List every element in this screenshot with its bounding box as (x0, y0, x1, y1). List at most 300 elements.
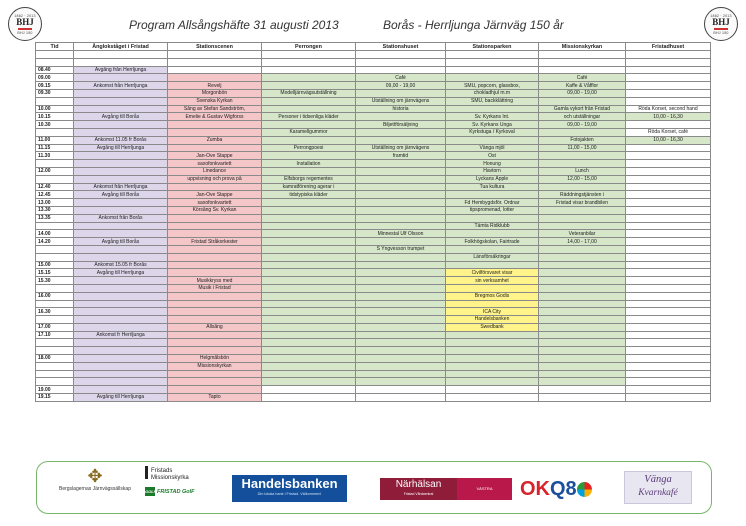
schedule-cell (356, 253, 446, 261)
schedule-cell: Allsång (168, 323, 262, 331)
column-header: Missionskyrkan (539, 43, 626, 51)
schedule-cell (74, 277, 168, 285)
schedule-cell (539, 378, 626, 386)
schedule-cell (539, 323, 626, 331)
schedule-cell: Röda Korset, café (626, 128, 711, 136)
schedule-cell (539, 308, 626, 316)
schedule-row (36, 331, 711, 339)
schedule-cell (539, 152, 626, 160)
schedule-cell: Helgmålsbön (168, 355, 262, 363)
time-cell: 16.00 (36, 292, 74, 300)
schedule-cell (262, 331, 356, 339)
winged-wheel-icon: ✥ (87, 466, 103, 486)
bergslagernas-logo (59, 466, 131, 492)
schedule-cell (539, 58, 626, 66)
schedule-cell (356, 160, 446, 168)
schedule-cell (539, 128, 626, 136)
schedule-cell: 12,00 - 15,00 (539, 175, 626, 183)
schedule-row (36, 355, 711, 363)
program-title: Program Allsångshäfte 31 augusti 2013 (129, 18, 339, 32)
schedule-cell (626, 66, 711, 74)
schedule-cell (262, 66, 356, 74)
schedule-cell (356, 214, 446, 222)
schedule-row (36, 58, 711, 66)
schedule-cell: 10,00 - 16,30 (626, 136, 711, 144)
schedule-cell (626, 199, 711, 207)
schedule-cell (626, 355, 711, 363)
schedule-cell (539, 261, 626, 269)
schedule-cell (626, 89, 711, 97)
schedule-cell (262, 58, 356, 66)
schedule-cell (539, 355, 626, 363)
schedule-cell: Modelljärnvägsutställning (262, 89, 356, 97)
schedule-cell: Jan-Ove Stappe (168, 191, 262, 199)
schedule-cell (356, 378, 446, 386)
schedule-cell (74, 339, 168, 347)
schedule-cell (626, 323, 711, 331)
schedule-cell (356, 362, 446, 370)
column-header: Stationsparken (446, 43, 539, 51)
schedule-cell (262, 199, 356, 207)
schedule-cell: Tua kultura (446, 183, 539, 191)
schedule-cell: Länsförsäkringar (446, 253, 539, 261)
schedule-row (36, 284, 711, 292)
schedule-cell (446, 300, 539, 308)
schedule-cell (74, 386, 168, 394)
schedule-cell (74, 323, 168, 331)
schedule-cell: uppvisning och prova på (168, 175, 262, 183)
time-cell: 14.00 (36, 230, 74, 238)
schedule-cell: Ost (446, 152, 539, 160)
schedule-cell: Fristad visar brandbilen (539, 199, 626, 207)
time-cell: 11.00 (36, 136, 74, 144)
schedule-cell: ICA City (446, 308, 539, 316)
schedule-cell: sin verksamhet (446, 277, 539, 285)
schedule-cell (74, 308, 168, 316)
time-cell: 19.00 (36, 386, 74, 394)
schedule-cell (539, 51, 626, 59)
schedule-cell: Morgonbön (168, 89, 262, 97)
schedule-cell: Personer i tidsenliga kläder (262, 113, 356, 121)
schedule-row (36, 308, 711, 316)
schedule-cell: tidstypiska kläder (262, 191, 356, 199)
schedule-cell (168, 378, 262, 386)
schedule-row (36, 269, 711, 277)
bhj-logo-right (704, 7, 738, 41)
schedule-cell (356, 370, 446, 378)
schedule-cell (356, 277, 446, 285)
schedule-cell (446, 378, 539, 386)
schedule-cell: 10,00 - 16,30 (626, 113, 711, 121)
schedule-cell: Avgång till Borås (74, 191, 168, 199)
schedule-cell (626, 245, 711, 253)
okq8-logo (520, 474, 608, 504)
schedule-cell (262, 323, 356, 331)
schedule-row (36, 222, 711, 230)
schedule-row (36, 386, 711, 394)
schedule-cell (626, 394, 711, 402)
time-cell: 12.00 (36, 167, 74, 175)
schedule-cell (539, 347, 626, 355)
schedule-cell (168, 339, 262, 347)
schedule-cell (74, 121, 168, 129)
schedule-cell (262, 378, 356, 386)
schedule-cell (626, 292, 711, 300)
schedule-cell (626, 284, 711, 292)
schedule-cell (539, 160, 626, 168)
schedule-cell (356, 113, 446, 121)
schedule-cell (262, 222, 356, 230)
schedule-cell: Café (539, 74, 626, 82)
schedule-cell (356, 284, 446, 292)
schedule-cell (446, 261, 539, 269)
schedule-cell (539, 331, 626, 339)
schedule-cell (74, 97, 168, 105)
handelsbanken-tagline: Din lokala bank i Fristad. Välkommen! (257, 492, 322, 496)
schedule-cell (74, 167, 168, 175)
fristad-golf-logo (145, 487, 227, 496)
schedule-row (36, 66, 711, 74)
schedule-cell (626, 331, 711, 339)
schedule-cell (626, 206, 711, 214)
schedule-cell: Tapto (168, 394, 262, 402)
schedule-cell: Veteranbilar (539, 230, 626, 238)
schedule-cell (168, 386, 262, 394)
schedule-cell (356, 136, 446, 144)
schedule-cell (626, 82, 711, 90)
schedule-cell (74, 230, 168, 238)
schedule-cell (168, 144, 262, 152)
schedule-cell (539, 386, 626, 394)
logo-rail-icon (18, 28, 32, 30)
schedule-cell (539, 253, 626, 261)
schedule-cell: Elfsborgs regementes (262, 175, 356, 183)
schedule-row (36, 339, 711, 347)
schedule-cell (446, 74, 539, 82)
golf-flag-icon: GOLF (145, 489, 157, 494)
schedule-cell (626, 316, 711, 324)
logo-bottom-text: BHJ 150 (713, 30, 729, 35)
schedule-cell: Avgång till Borås (74, 238, 168, 246)
schedule-cell (539, 316, 626, 324)
schedule-row (36, 160, 711, 168)
schedule-cell (262, 277, 356, 285)
schedule-cell (356, 347, 446, 355)
handelsbanken-logo (232, 475, 347, 502)
schedule-cell (262, 167, 356, 175)
schedule-row (36, 97, 711, 105)
schedule-cell (262, 355, 356, 363)
time-cell (36, 51, 74, 59)
schedule-cell (356, 58, 446, 66)
schedule-cell: Havtorn (446, 167, 539, 175)
schedule-cell (626, 51, 711, 59)
schedule-header-row (36, 43, 711, 51)
logo-bottom-text: BHJ 150 (17, 30, 33, 35)
schedule-cell: och utställningar (539, 113, 626, 121)
schedule-row (36, 199, 711, 207)
schedule-cell (168, 253, 262, 261)
schedule-row (36, 113, 711, 121)
schedule-cell (262, 82, 356, 90)
time-cell: 17.10 (36, 331, 74, 339)
schedule-cell: Folkhögskolan, Fairtrade (446, 238, 539, 246)
schedule-row (36, 152, 711, 160)
schedule-cell (74, 89, 168, 97)
schedule-cell (262, 105, 356, 113)
schedule-cell (626, 167, 711, 175)
time-cell (36, 316, 74, 324)
schedule-cell (74, 316, 168, 324)
schedule-cell (262, 269, 356, 277)
schedule-cell (356, 191, 446, 199)
schedule-cell (74, 175, 168, 183)
schedule-cell (262, 308, 356, 316)
time-cell: 15.15 (36, 269, 74, 277)
schedule-cell (446, 191, 539, 199)
schedule-cell: 09,00 - 19,00 (539, 121, 626, 129)
schedule-cell (262, 230, 356, 238)
time-cell (36, 245, 74, 253)
schedule-row (36, 191, 711, 199)
schedule-row (36, 316, 711, 324)
schedule-row (36, 245, 711, 253)
schedule-cell (626, 277, 711, 285)
schedule-cell (74, 370, 168, 378)
schedule-cell (626, 269, 711, 277)
schedule-cell (74, 378, 168, 386)
time-cell (36, 160, 74, 168)
time-cell (36, 58, 74, 66)
schedule-cell: 09,00 - 19,00 (539, 89, 626, 97)
schedule-cell: Missionskyrkan (168, 362, 262, 370)
time-cell: 10.15 (36, 113, 74, 121)
schedule-cell (168, 316, 262, 324)
schedule-cell (356, 261, 446, 269)
schedule-cell (446, 362, 539, 370)
schedule-cell (539, 183, 626, 191)
schedule-cell: Musikkryss med (168, 277, 262, 285)
schedule-cell (446, 347, 539, 355)
schedule-cell (539, 222, 626, 230)
schedule-cell (168, 230, 262, 238)
time-cell (36, 362, 74, 370)
schedule-cell (626, 362, 711, 370)
schedule-cell (168, 370, 262, 378)
event-title: Borås - Herrljunga Järnväg 150 år (383, 18, 564, 32)
schedule-cell (446, 394, 539, 402)
schedule-cell (356, 300, 446, 308)
time-cell (36, 222, 74, 230)
schedule-cell (168, 214, 262, 222)
schedule-row (36, 261, 711, 269)
schedule-cell (262, 300, 356, 308)
schedule-cell (356, 308, 446, 316)
schedule-row (36, 51, 711, 59)
schedule-cell (356, 331, 446, 339)
time-cell: 19.15 (36, 394, 74, 402)
schedule-cell (74, 152, 168, 160)
schedule-cell: Avgång till Herrljunga (74, 144, 168, 152)
schedule-cell: Ankomst 11.05 fr Borås (74, 136, 168, 144)
schedule-cell (168, 331, 262, 339)
schedule-cell (626, 308, 711, 316)
schedule-cell (356, 128, 446, 136)
schedule-cell (356, 292, 446, 300)
schedule-cell: Swedbank (446, 323, 539, 331)
vgr-logo: VÄSTRA GÖTALANDSREGIONEN (457, 478, 512, 500)
time-cell (36, 378, 74, 386)
schedule-cell (74, 253, 168, 261)
schedule-cell (446, 339, 539, 347)
schedule-cell (446, 230, 539, 238)
schedule-cell (262, 245, 356, 253)
schedule-cell: SMU, popcorn, glassbox, (446, 82, 539, 90)
time-cell: 17.00 (36, 323, 74, 331)
schedule-cell (356, 222, 446, 230)
schedule-cell (446, 245, 539, 253)
narhalsan-logo (380, 478, 457, 500)
schedule-cell: Handelsbanken (446, 316, 539, 324)
schedule-cell: Lunch (539, 167, 626, 175)
schedule-cell: Civilförsvaret visar (446, 269, 539, 277)
okq8-q8: Q8 (550, 478, 577, 500)
schedule-row (36, 292, 711, 300)
schedule-cell (356, 199, 446, 207)
time-cell: 12.40 (36, 183, 74, 191)
schedule-cell (74, 206, 168, 214)
schedule-cell (356, 238, 446, 246)
schedule-cell (356, 323, 446, 331)
schedule-cell: Röda Korset, second hand (626, 105, 711, 113)
time-cell: 11.15 (36, 144, 74, 152)
schedule-cell (168, 222, 262, 230)
column-header: Stationshuset (356, 43, 446, 51)
schedule-cell (539, 206, 626, 214)
schedule-cell (356, 386, 446, 394)
time-cell: 18.00 (36, 355, 74, 363)
schedule-row (36, 362, 711, 370)
schedule-cell (626, 183, 711, 191)
schedule-cell (626, 144, 711, 152)
schedule-cell (626, 253, 711, 261)
schedule-cell: Bregmos Godis (446, 292, 539, 300)
schedule-cell (626, 214, 711, 222)
schedule-cell (262, 362, 356, 370)
schedule-cell: Karamellgummor (262, 128, 356, 136)
schedule-row (36, 370, 711, 378)
schedule-cell: tipspromenad, lotter (446, 206, 539, 214)
time-cell (36, 253, 74, 261)
schedule-cell (74, 347, 168, 355)
schedule-cell (262, 121, 356, 129)
schedule-cell (446, 58, 539, 66)
time-cell: 13.00 (36, 199, 74, 207)
schedule-cell: Lyckans Äpple (446, 175, 539, 183)
schedule-cell (539, 277, 626, 285)
schedule-cell (74, 362, 168, 370)
schedule-cell: Honung (446, 160, 539, 168)
schedule-cell: Avgång till Borås (74, 113, 168, 121)
schedule-cell (74, 292, 168, 300)
schedule-row (36, 230, 711, 238)
time-cell: 09.30 (36, 89, 74, 97)
schedule-row (36, 394, 711, 402)
schedule-cell (262, 370, 356, 378)
schedule-cell (539, 394, 626, 402)
schedule-row (36, 183, 711, 191)
schedule-cell: Jan-Ove Stappe (168, 152, 262, 160)
schedule-cell: Utställning om järnvägens (356, 97, 446, 105)
schedule-cell: Linedance (168, 167, 262, 175)
schedule-row (36, 105, 711, 113)
schedule-cell: 11,00 - 15,00 (539, 144, 626, 152)
schedule-cell (74, 58, 168, 66)
schedule-cell: Svenska Kyrkan (168, 97, 262, 105)
schedule-cell (539, 97, 626, 105)
schedule-cell (74, 300, 168, 308)
schedule-row (36, 144, 711, 152)
schedule-cell (356, 183, 446, 191)
schedule-cell: S Yngvesson trumpet (356, 245, 446, 253)
column-header: Fristadhuset (626, 43, 711, 51)
schedule-cell (168, 245, 262, 253)
schedule-cell (262, 339, 356, 347)
schedule-cell (168, 51, 262, 59)
time-cell: 16.30 (36, 308, 74, 316)
schedule-row (36, 128, 711, 136)
schedule-cell (446, 331, 539, 339)
schedule-row (36, 378, 711, 386)
schedule-cell: Café (356, 74, 446, 82)
schedule-cell (626, 160, 711, 168)
okq8-ok: OK (520, 478, 550, 500)
schedule-cell (446, 386, 539, 394)
schedule-cell: Zumba (168, 136, 262, 144)
schedule-cell: SMU, backklättring (446, 97, 539, 105)
time-cell: 09.00 (36, 74, 74, 82)
schedule-cell: Kaffe & Våfflor (539, 82, 626, 90)
logo-top-text: 1862 · 2013 (14, 13, 36, 18)
schedule-row (36, 74, 711, 82)
schedule-cell (74, 284, 168, 292)
schedule-cell (626, 175, 711, 183)
schedule-row (36, 175, 711, 183)
schedule-cell: saxofonkvartett (168, 199, 262, 207)
schedule-cell (356, 66, 446, 74)
mission-line-2: Missionskyrka (151, 475, 189, 481)
schedule-body (36, 51, 711, 402)
schedule-cell: Fotojakten (539, 136, 626, 144)
schedule-cell: kamratförening agerar i (262, 183, 356, 191)
schedule-cell: Avgång från Herrljunga (74, 66, 168, 74)
schedule-cell: Körsång Sv. Kyrkan (168, 206, 262, 214)
schedule-cell (168, 308, 262, 316)
schedule-cell: Fd Hembygdsför. Ordnar (446, 199, 539, 207)
schedule-cell (446, 136, 539, 144)
schedule-row (36, 136, 711, 144)
schedule-cell (626, 300, 711, 308)
schedule-cell: Tämta Ridklubb (446, 222, 539, 230)
schedule-cell (74, 105, 168, 113)
schedule-cell: Sv. Kyrkans Unga (446, 121, 539, 129)
schedule-cell (539, 370, 626, 378)
schedule-cell (446, 105, 539, 113)
schedule-cell (446, 370, 539, 378)
schedule-cell (446, 51, 539, 59)
schedule-cell (262, 292, 356, 300)
schedule-cell (74, 51, 168, 59)
